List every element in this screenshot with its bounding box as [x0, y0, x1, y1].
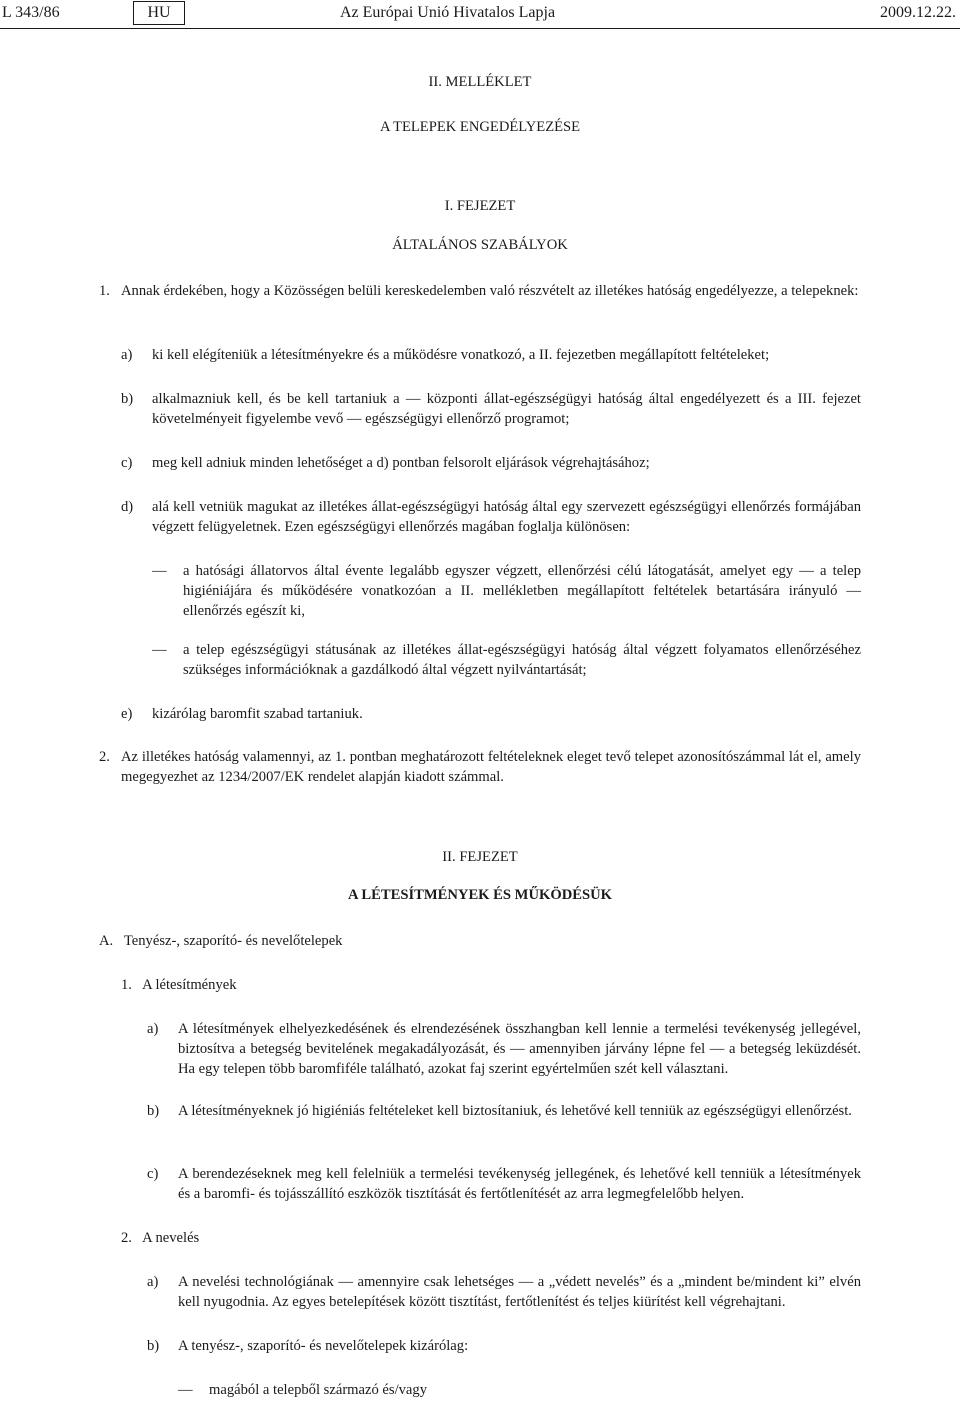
item-text: alá kell vetniük magukat az illetékes állat-egészségügyi hatóság által egy szervezett egészségügyi ellenőrzés formájában végzett felügyeletnek. Ezen egészségügyi ellenőrzés magában foglalja különösen: — [152, 499, 861, 535]
dash-label: — — [178, 1382, 193, 1398]
dash-label: — — [152, 642, 167, 658]
item-label: a) — [121, 347, 133, 363]
paragraph-text: Az illetékes hatóság valamennyi, az 1. pontban meghatározott feltételeknek eleget tevő telepet azonosítószámmal lát el, amely megegyezhet az 1234/2007/EK rendelet alapján kiadott számmal. — [121, 749, 861, 785]
dash-text: magából a telepből származó és/vagy — [209, 1382, 428, 1398]
item-label: b) — [147, 1338, 160, 1354]
paragraph-text: Annak érdekében, hogy a Közösségen belüli kereskedelemben való részvételt az illetékes hatóság engedélyezze, a telepeknek: — [121, 283, 859, 299]
annex-title: II. MELLÉKLET — [428, 74, 532, 90]
dash-label: — — [152, 563, 167, 579]
publication-date: 2009.12.22. — [880, 4, 956, 21]
item-text: A létesítmények elhelyezkedésének és elrendezésének összhangban kell lennie a termelési tevékenység jellegével, biztosítva a betegség bevitelének megakadályozását, és — amennyiben járvány lépne fel — a betegség leküzdését. Ha egy telepen több baromfiféle található, azokat faj szerint egyértelműen szét kell választani. — [178, 1021, 861, 1077]
item-text: A nevelési technológiának — amennyire csak lehetséges — a „védett nevelés” és a „mindent be/mindent ki” elvén kell nyugodnia. Az egyes betelepítések között tisztítást, fertőtlenítést és teljes kiürítést kell végrehajtani. — [178, 1274, 861, 1310]
header-divider — [0, 28, 960, 29]
item-text: A létesítményeknek jó higiéniás feltételeket kell biztosítaniuk, és lehetővé kell tenniük az egészségügyi ellenőrzést. — [178, 1103, 852, 1119]
item-text: ki kell elégíteniük a létesítményekre és a működésre vonatkozó, a II. fejezetben megállapított feltételeket; — [152, 347, 770, 363]
dash-text: a telep egészségügyi státusának az illetékes állat-egészségügyi hatóság által végzett folyamatos ellenőrzéséhez szükséges információknak a gazdálkodó által végzett nyilvántartását; — [183, 642, 861, 678]
item-label: d) — [121, 499, 134, 515]
item-text: kizárólag baromfit szabad tartaniuk. — [152, 706, 363, 722]
chapter2-title: II. FEJEZET — [442, 849, 518, 865]
page-number: L 343/86 — [2, 4, 60, 21]
section-a-heading: A. Tenyész-, szaporító- és nevelőtelepek — [99, 933, 343, 949]
item-label: b) — [147, 1103, 160, 1119]
page-header — [0, 0, 960, 26]
chapter1-title: I. FEJEZET — [444, 198, 516, 214]
dash-text: a hatósági állatorvos által évente legalább egyszer végzett, ellenőrzési célú látogatását, amelyet egy — a telep higiéniájára és működésére vonatkozóan a II. mellékletben megállapított feltételek betartására irányuló — ellenőrzés egészít ki, — [183, 563, 861, 619]
chapter2-subtitle: A LÉTESÍTMÉNYEK ÉS MŰKÖDÉSÜK — [348, 887, 612, 903]
item-label: e) — [121, 706, 133, 722]
paragraph-number: 1. — [99, 283, 110, 299]
item-label: a) — [147, 1021, 159, 1037]
item-text: meg kell adniuk minden lehetőséget a d) pontban felsorolt eljárások végrehajtásához; — [152, 455, 650, 471]
item-text: A berendezéseknek meg kell felelniük a termelési tevékenység jellegének, és lehetővé kell tenniük a létesítmények és a baromfi- és tojásszállító eszközök tisztítását és fertőtlenítését az arra legmegfelelőbb helyen. — [178, 1166, 861, 1202]
item-label: a) — [147, 1274, 159, 1290]
annex-subtitle: A TELEPEK ENGEDÉLYEZÉSE — [379, 119, 581, 135]
subsection-2-heading: 2. A nevelés — [121, 1230, 200, 1246]
item-text: alkalmazniuk kell, és be kell tartaniuk a — központi állat-egészségügyi hatóság által engedélyezett és a III. fejezet követelményeit figyelembe vevő — egészségügyi ellenőrző programot; — [152, 391, 861, 427]
item-label: b) — [121, 391, 134, 407]
item-label: c) — [121, 455, 133, 471]
chapter1-subtitle: ÁLTALÁNOS SZABÁLYOK — [392, 237, 568, 253]
item-label: c) — [147, 1166, 159, 1182]
journal-title: Az Európai Unió Hivatalos Lapja — [340, 4, 556, 21]
paragraph-number: 2. — [99, 749, 110, 765]
language-badge: HU — [133, 1, 185, 25]
item-text: A tenyész-, szaporító- és nevelőtelepek kizárólag: — [178, 1338, 469, 1354]
subsection-1-heading: 1. A létesítmények — [121, 977, 237, 993]
